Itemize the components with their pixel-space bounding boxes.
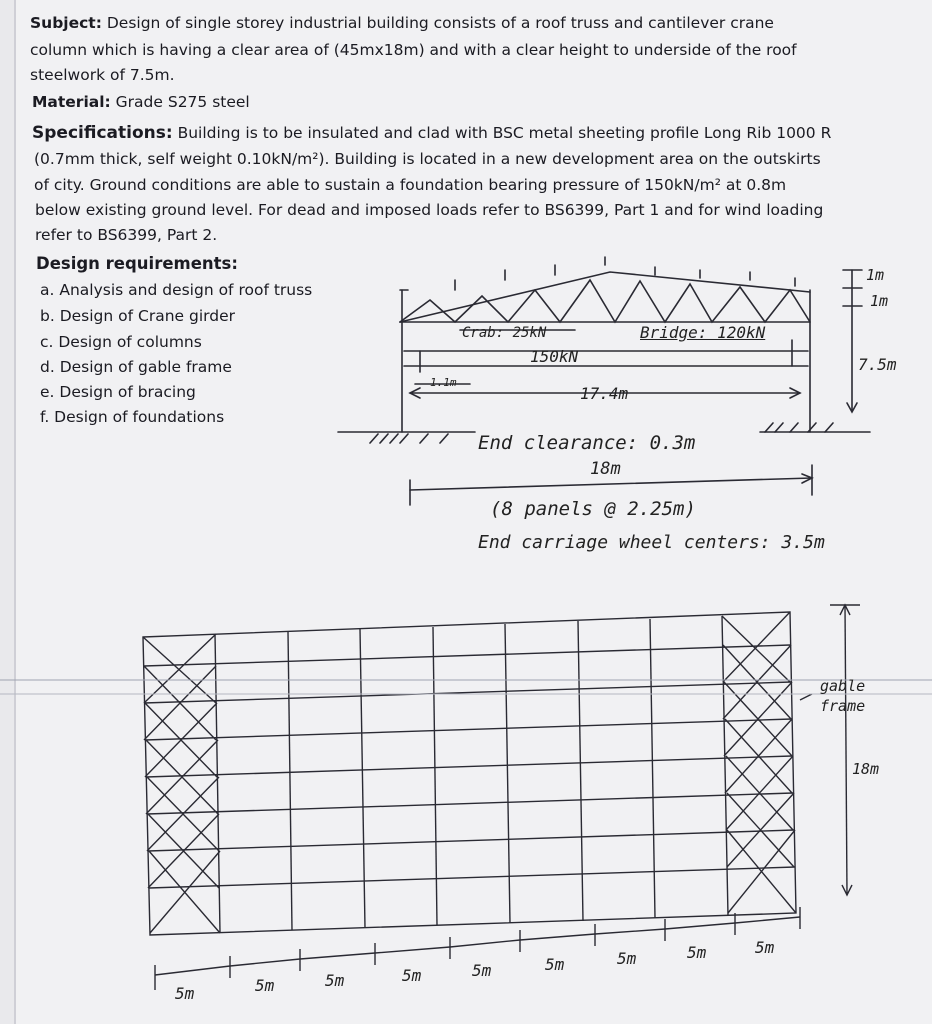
end-clearance: End clearance: 0.3m <box>478 432 696 454</box>
requirement-d: d. Design of gable frame <box>40 358 232 376</box>
bay-dim-4: 5m <box>402 966 422 985</box>
subject-line-1: Subject: Design of single storey industrial building consists of a roof truss and cantilever crane <box>30 14 774 32</box>
wheel-load: 150kN <box>530 347 579 366</box>
crab-load: Crab: 25kN <box>462 325 547 341</box>
bay-dim-7: 5m <box>617 949 637 968</box>
dim-top-1: 1m <box>866 266 885 284</box>
span-18m: 18m <box>590 459 621 479</box>
gable-frame-label: gable frame <box>820 677 866 715</box>
spec-line-1: Specifications: Building is to be insulated and clad with BSC metal sheeting profile Long Rib 1000 R <box>32 123 832 143</box>
requirement-a: a. Analysis and design of roof truss <box>40 281 313 299</box>
bay-dim-1: 5m <box>175 984 195 1003</box>
requirement-c: c. Design of columns <box>40 333 202 351</box>
bay-dim-6: 5m <box>545 955 565 974</box>
requirement-f: f. Design of foundations <box>40 408 225 426</box>
panels-note: (8 panels @ 2.25m) <box>490 498 696 520</box>
requirement-e: e. Design of bracing <box>40 383 196 401</box>
spec-line-4: below existing ground level. For dead and imposed loads refer to BS6399, Part 1 and for wind loading <box>35 201 824 219</box>
height-dim: 7.5m <box>858 355 897 374</box>
spec-line-5: refer to BS6399, Part 2. <box>35 226 218 244</box>
bay-dim-8: 5m <box>687 943 707 962</box>
bay-dim-2: 5m <box>255 976 275 995</box>
subject-line-2: column which is having a clear area of (45mx18m) and with a clear height to underside of the roof <box>30 41 797 59</box>
material-line: Material: Grade S275 steel <box>32 93 250 111</box>
bay-dim-9: 5m <box>755 938 775 957</box>
subject-line-3: steelwork of 7.5m. <box>30 66 175 84</box>
requirement-b: b. Design of Crane girder <box>40 307 235 325</box>
wheel-centers: End carriage wheel centers: 3.5m <box>478 532 825 553</box>
plan-width-dim: 18m <box>852 760 880 778</box>
design-requirements-heading: Design requirements: <box>36 254 238 273</box>
bridge-load: Bridge: 120kN <box>640 323 766 342</box>
spec-line-3: of city. Ground conditions are able to sustain a foundation bearing pressure of 150kN/m² at 0.8m <box>34 176 787 194</box>
dim-top-2: 1m <box>870 292 889 310</box>
spec-line-2: (0.7mm thick, self weight 0.10kN/m²). Building is located in a new development area on the outskirts <box>34 150 821 168</box>
offset-dim: 1.1m <box>430 376 457 389</box>
bay-dim-5: 5m <box>472 961 492 980</box>
inner-span: 17.4m <box>580 384 629 403</box>
bay-dim-3: 5m <box>325 971 345 990</box>
